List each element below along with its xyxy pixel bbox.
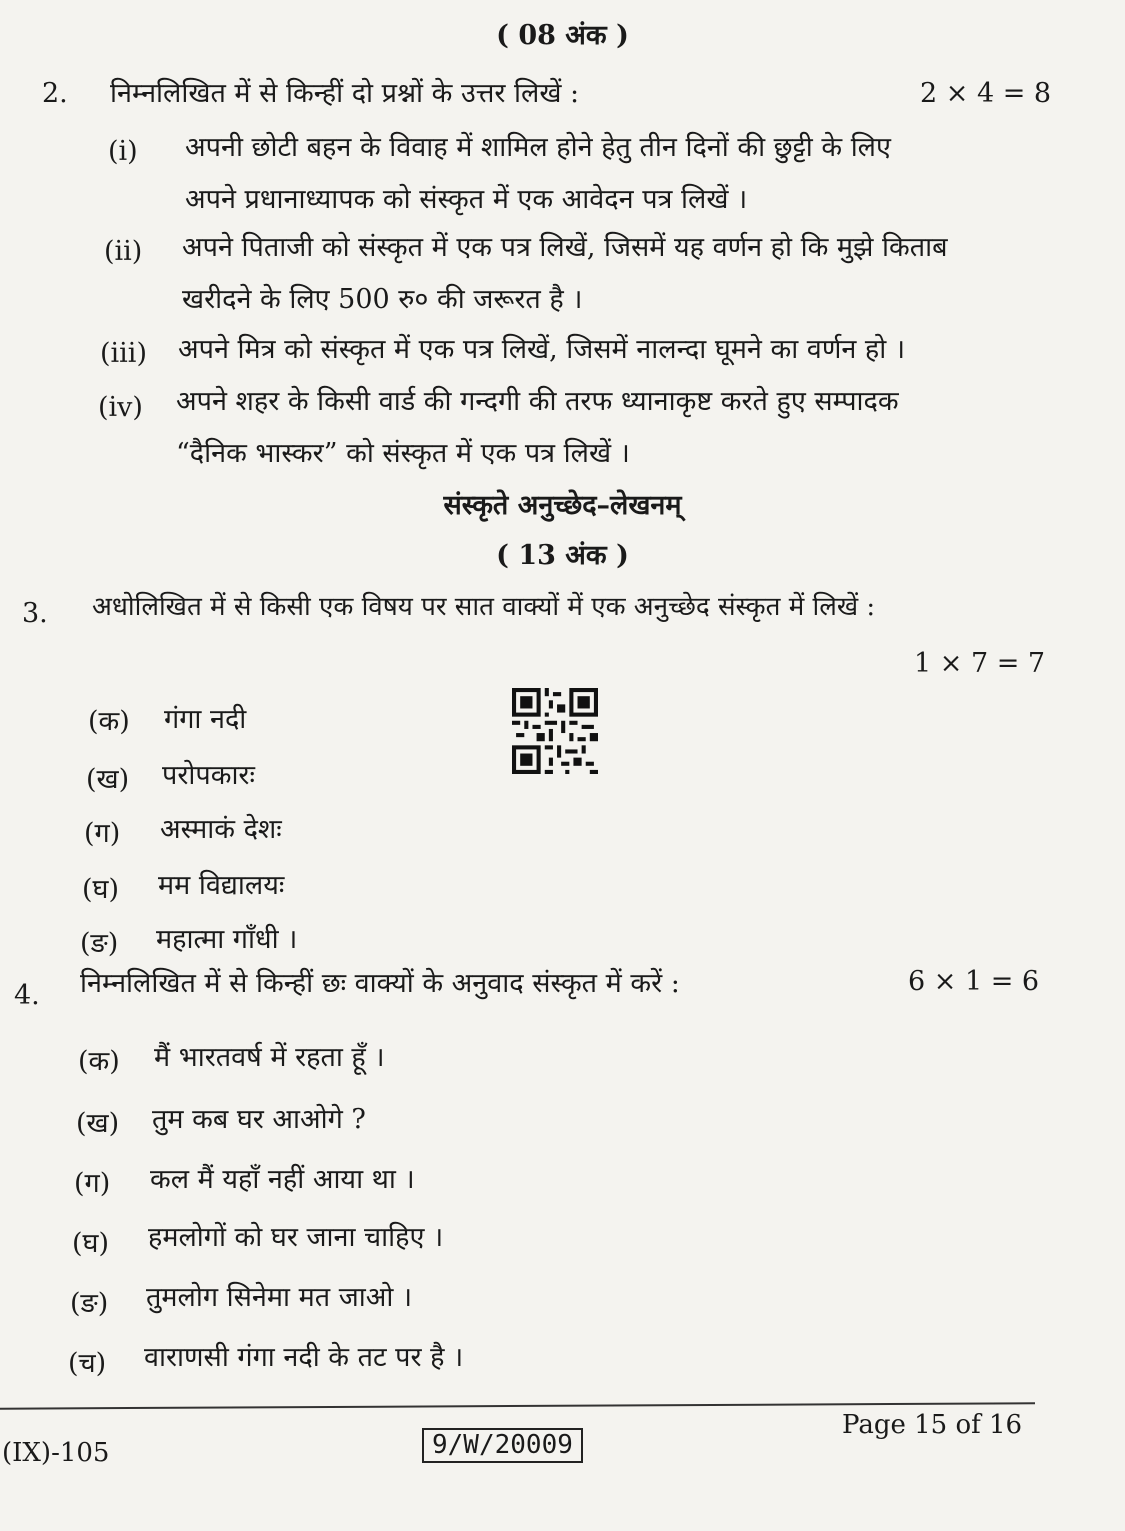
q2-item-label: (ii): [104, 236, 143, 267]
q3-item-text: मम विद्यालयः: [158, 870, 285, 901]
q4-item-text: तुमलोग सिनेमा मत जाओ ।: [146, 1282, 413, 1313]
q3-item-label: (ख): [86, 764, 130, 795]
section-title: संस्कृते अनुच्छेद–लेखनम्: [443, 490, 682, 521]
q2-item-line: अपने शहर के किसी वार्ड की गन्दगी की तरफ ध्यानाकृष्ट करते हुए सम्पादक: [176, 386, 899, 417]
q2-item-label: (i): [108, 136, 138, 167]
q4-item-text: हमलोगों को घर जाना चाहिए ।: [148, 1222, 444, 1253]
q3-item-text: महात्मा गाँधी ।: [156, 924, 298, 955]
q4-number: 4.: [14, 980, 40, 1011]
q4-item-label: (क): [78, 1046, 120, 1077]
q4-item-label: (घ): [72, 1228, 110, 1259]
q4-marks: 6 × 1 = 6: [908, 966, 1040, 997]
q2-item-line: अपने पिताजी को संस्कृत में एक पत्र लिखें, जिसमें यह वर्णन हो कि मुझे किताब: [182, 232, 948, 263]
q4-item-text: तुम कब घर आओगे ?: [152, 1104, 366, 1135]
section-marks-top: ( 08 अंक ): [496, 20, 629, 51]
footer-divider: [0, 1402, 1035, 1409]
qr-code-icon: [512, 688, 598, 774]
q4-item-label: (ख): [76, 1108, 120, 1139]
q3-item-text: गंगा नदी: [164, 704, 247, 735]
q3-item-label: (ङ): [80, 928, 119, 959]
q3-item-label: (क): [88, 706, 130, 737]
q2-item-line: अपने मित्र को संस्कृत में एक पत्र लिखें, जिसमें नालन्दा घूमने का वर्णन हो ।: [178, 334, 906, 365]
q2-item-line: खरीदने के लिए 500 रु० की जरूरत है ।: [182, 284, 583, 315]
q3-number: 3.: [22, 598, 48, 629]
section-marks: ( 13 अंक ): [496, 540, 629, 571]
q3-item-label: (ग): [84, 818, 121, 849]
q2-item-line: “दैनिक भास्कर” को संस्कृत में एक पत्र लिखें ।: [176, 438, 630, 469]
q4-text: निम्नलिखित में से किन्हीं छः वाक्यों के अनुवाद संस्कृत में करें :: [80, 968, 680, 999]
q4-item-text: कल मैं यहाँ नहीं आया था ।: [150, 1164, 415, 1195]
q2-number: 2.: [42, 78, 68, 109]
q2-marks: 2 × 4 = 8: [920, 78, 1052, 109]
q3-item-text: अस्माकं देशः: [160, 814, 282, 845]
q4-item-text: मैं भारतवर्ष में रहता हूँ ।: [154, 1042, 385, 1073]
set-code-box: 9/W/20009: [422, 1428, 583, 1463]
q2-item-line: अपनी छोटी बहन के विवाह में शामिल होने हेतु तीन दिनों की छुट्टी के लिए: [185, 132, 891, 163]
q2-item-line: अपने प्रधानाध्यापक को संस्कृत में एक आवेदन पत्र लिखें ।: [185, 184, 748, 215]
q4-item-label: (ङ): [70, 1288, 109, 1319]
q2-item-label: (iii): [100, 338, 147, 369]
paper-code: (IX)-105: [2, 1438, 110, 1468]
q4-item-label: (च): [68, 1348, 107, 1379]
q3-marks: 1 × 7 = 7: [914, 648, 1046, 679]
q3-text: अधोलिखित में से किसी एक विषय पर सात वाक्यों में एक अनुच्छेद संस्कृत में लिखें :: [92, 592, 876, 622]
q4-item-text: वाराणसी गंगा नदी के तट पर है ।: [144, 1342, 464, 1373]
page-number: Page 15 of 16: [842, 1410, 1023, 1440]
q4-item-label: (ग): [74, 1168, 111, 1199]
q2-text: निम्नलिखित में से किन्हीं दो प्रश्नों के उत्तर लिखें :: [110, 78, 580, 109]
q3-item-label: (घ): [82, 874, 120, 905]
q2-item-label: (iv): [98, 392, 143, 423]
q3-item-text: परोपकारः: [162, 760, 255, 791]
